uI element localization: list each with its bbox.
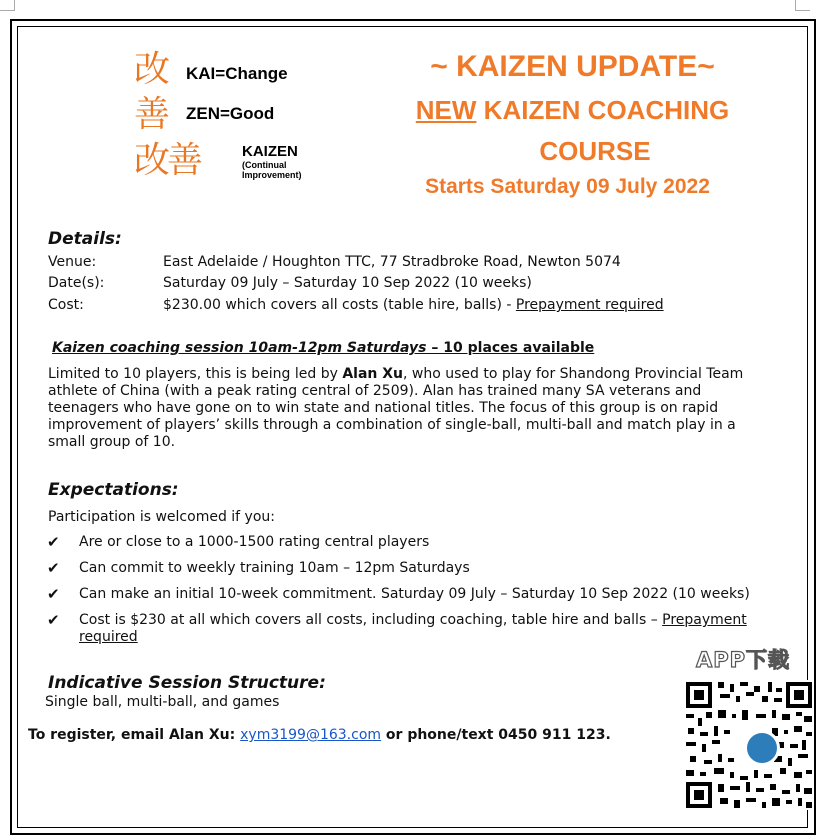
session-heading-italic: Kaizen coaching session 10am-12pm Saturdays xyxy=(52,340,427,356)
venue-label: Venue: xyxy=(48,254,97,270)
app-download-label[interactable]: APP下载 xyxy=(696,648,791,672)
register-email-link[interactable]: xym3199@163.com xyxy=(240,727,382,743)
venue-value: East Adelaide / Houghton TTC, 77 Stradbroke Road, Newton 5074 xyxy=(163,254,621,270)
register-suffix: or phone/text 0450 911 123. xyxy=(381,727,611,743)
headline-new-coaching xyxy=(380,95,765,126)
expectation-item-4-text: Cost is $230 at all which covers all costs, including coaching, table hire and balls – xyxy=(79,612,663,628)
dates-label: Date(s): xyxy=(48,275,105,291)
session-heading-rest: – 10 places available xyxy=(426,340,595,356)
coach-name: Alan Xu xyxy=(342,366,404,382)
session-description xyxy=(48,366,768,451)
expectation-item: Can commit to weekly training 10am – 12pm Saturdays xyxy=(79,560,470,576)
expectation-item: Can make an initial 10-week commitment. Saturday 09 July – Saturday 10 Sep 2022 (10 weeks) xyxy=(79,586,750,602)
expectations-title: Expectations: xyxy=(48,480,179,500)
corner-mark-left xyxy=(0,0,15,11)
expectations-intro: Participation is welcomed if you: xyxy=(48,509,275,525)
kaizen-logo xyxy=(134,50,324,190)
headline-coaching-text: KAIZEN COACHING xyxy=(476,95,730,125)
kaizen-definition: KAIZEN xyxy=(242,143,298,160)
details-title: Details: xyxy=(48,229,122,249)
checkmark-icon: ✔ xyxy=(47,611,60,629)
qr-center-logo-icon xyxy=(744,730,780,766)
kaizen-sub2: Improvement) xyxy=(242,170,302,180)
structure-body: Single ball, multi-ball, and games xyxy=(45,694,280,710)
cost-label: Cost: xyxy=(48,297,84,313)
prepayment-link: Prepayment required xyxy=(515,297,664,313)
expectation-item: Are or close to a 1000-1500 rating central players xyxy=(79,534,430,550)
prepayment-link: Prepayment required xyxy=(79,612,747,645)
headline-update: ~ KAIZEN UPDATE~ xyxy=(430,50,715,83)
zen-definition: ZEN=Good xyxy=(186,104,275,123)
kai-definition: KAI=Change xyxy=(186,64,288,83)
expectation-item xyxy=(79,612,769,646)
session-desc-start: Limited to 10 players, this is being led by xyxy=(48,366,343,382)
headline-course: COURSE xyxy=(539,136,651,166)
register-line xyxy=(28,727,611,743)
checkmark-icon: ✔ xyxy=(47,585,60,603)
checkmark-icon: ✔ xyxy=(47,533,60,551)
corner-mark-right xyxy=(795,0,810,11)
headline-start-date: Starts Saturday 09 July 2022 xyxy=(425,175,710,198)
checkmark-icon: ✔ xyxy=(47,559,60,577)
kaizen-sub1: (Continual xyxy=(242,160,287,170)
kai-character: 改 xyxy=(134,49,171,90)
dates-value: Saturday 09 July – Saturday 10 Sep 2022 (10 weeks) xyxy=(163,275,532,291)
headline-new-word: NEW xyxy=(415,95,477,125)
zen-character: 善 xyxy=(134,94,171,135)
cost-value xyxy=(163,296,664,314)
kaizen-characters: 改善 xyxy=(134,140,201,181)
register-prefix: To register, email Alan Xu: xyxy=(28,727,241,743)
session-heading xyxy=(52,340,594,356)
session-desc-rest: , who used to play for Shandong Provincial Team athlete of China (with a peak rating central of 2509). Alan has trained many SA veterans and teenagers who have gone on to win state and national titles. The focus of this group is on rapid improvement of players’ skills through a combination of single-ball, multi-ball and match play in a small group of 10. xyxy=(48,366,744,450)
structure-title: Indicative Session Structure: xyxy=(48,673,326,693)
cost-text: $230.00 which covers all costs (table hire, balls) - xyxy=(163,297,516,313)
